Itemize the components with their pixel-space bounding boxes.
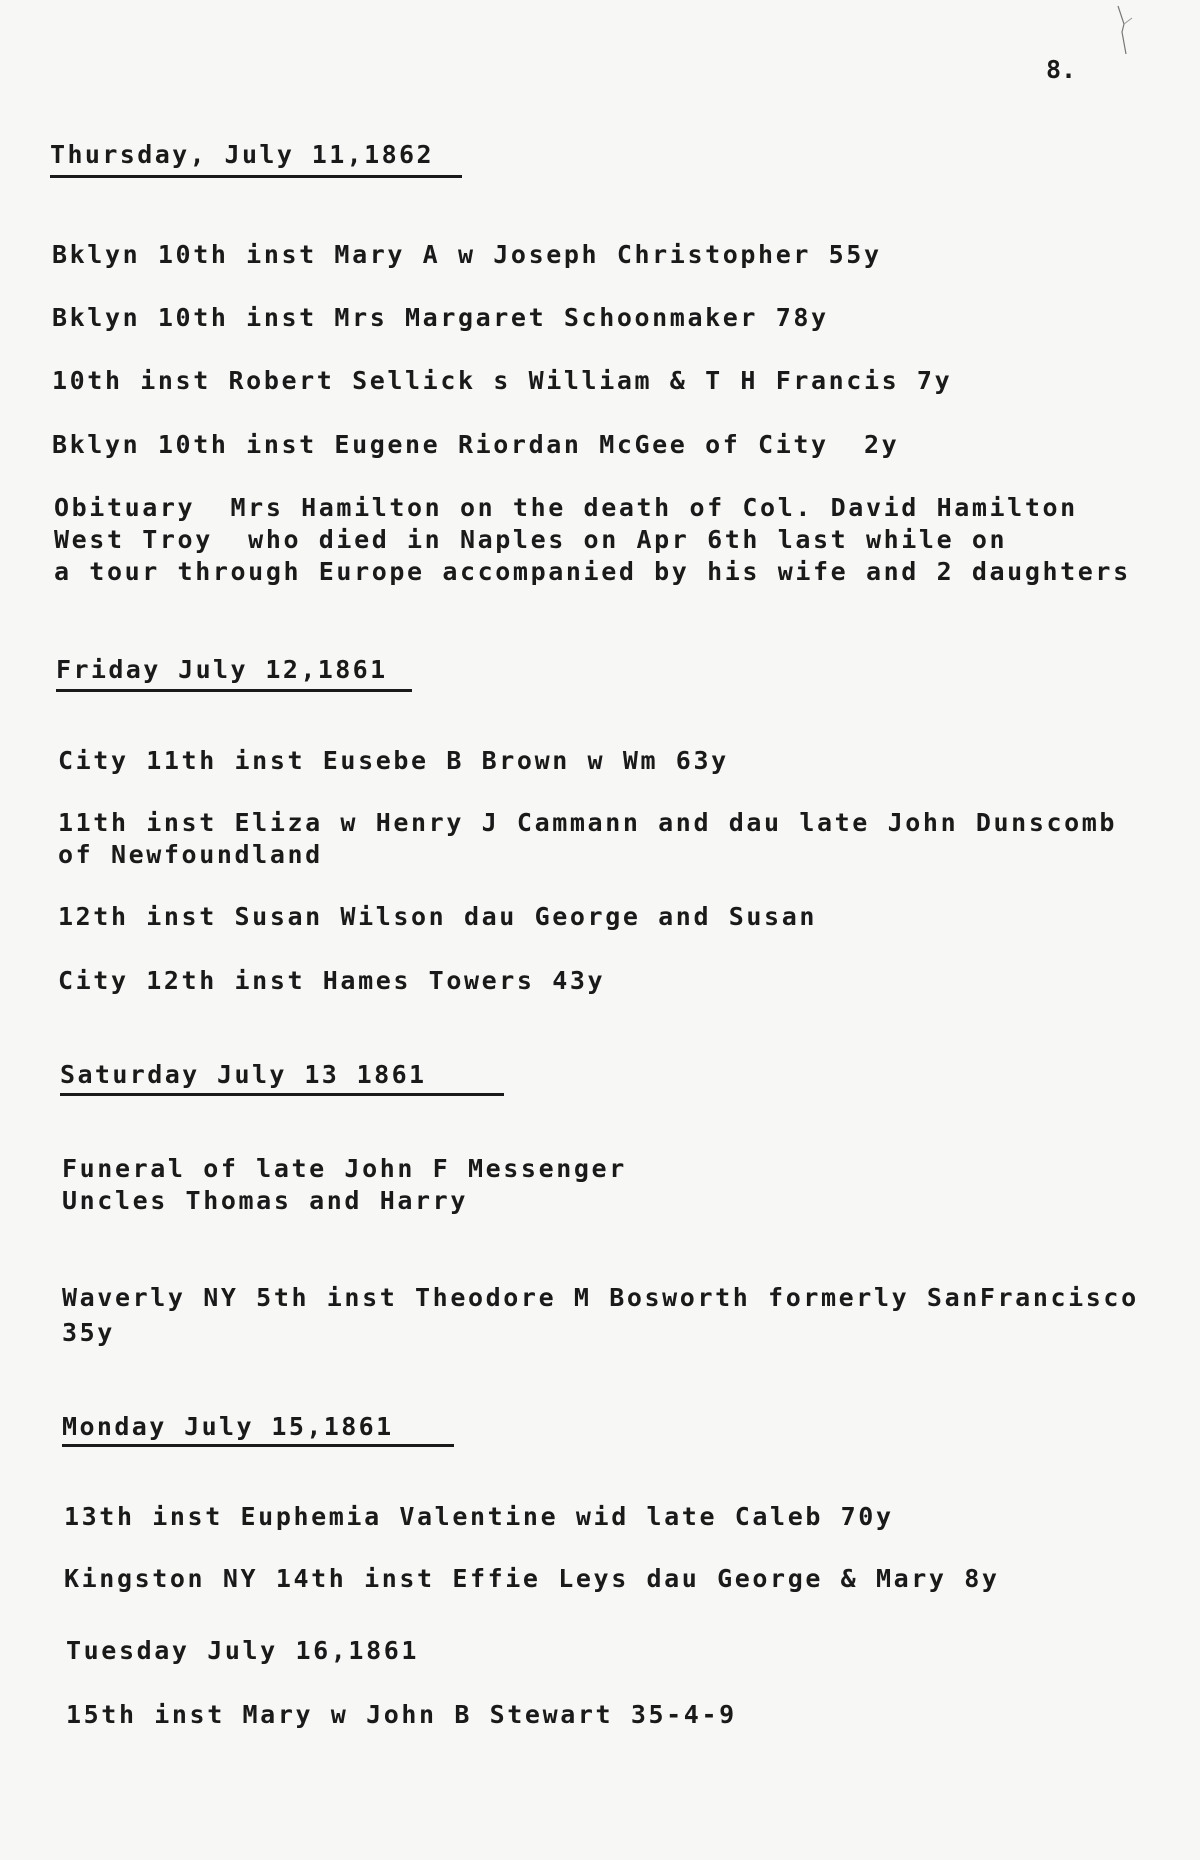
entry-line: Tuesday July 16,1861	[66, 1636, 420, 1665]
entry-line: West Troy who died in Naples on Apr 6th last while on	[54, 525, 1008, 554]
entry-line: Funeral of late John F Messenger	[62, 1154, 627, 1183]
section-heading: Saturday July 13 1861	[60, 1060, 427, 1089]
entry-line: Bklyn 10th inst Eugene Riordan McGee of City 2y	[52, 430, 900, 459]
entry-line: Bklyn 10th inst Mary A w Joseph Christopher 55y	[52, 240, 882, 269]
entry-line: Kingston NY 14th inst Effie Leys dau George & Mary 8y	[64, 1564, 1000, 1593]
section-heading: Thursday, July 11,1862	[50, 140, 434, 169]
entry-line: 35y	[62, 1318, 115, 1347]
heading-underline	[56, 689, 412, 692]
entry-line: 11th inst Eliza w Henry J Cammann and dau late John Dunscomb	[58, 808, 1118, 837]
entry-line: Uncles Thomas and Harry	[62, 1186, 468, 1215]
section-heading: Friday July 12,1861	[56, 655, 388, 684]
entry-line: of Newfoundland	[58, 840, 323, 869]
entry-line: City 11th inst Eusebe B Brown w Wm 63y	[58, 746, 729, 775]
entry-line: 13th inst Euphemia Valentine wid late Caleb 70y	[64, 1502, 894, 1531]
page-number: 8.	[1046, 55, 1077, 84]
entry-line: a tour through Europe accompanied by his wife and 2 daughters	[54, 557, 1131, 586]
heading-underline	[50, 175, 462, 178]
heading-underline	[62, 1444, 454, 1447]
entry-line: Waverly NY 5th inst Theodore M Bosworth formerly SanFrancisco	[62, 1283, 1139, 1312]
entry-line: 15th inst Mary w John B Stewart 35-4-9	[66, 1700, 737, 1729]
entry-line: Obituary Mrs Hamilton on the death of Col. David Hamilton	[54, 493, 1078, 522]
entry-line: City 12th inst Hames Towers 43y	[58, 966, 606, 995]
entry-line: 12th inst Susan Wilson dau George and Susan	[58, 902, 818, 931]
section-heading: Monday July 15,1861	[62, 1412, 394, 1441]
entry-line: 10th inst Robert Sellick s William & T H Francis 7y	[52, 366, 953, 395]
entry-line: Bklyn 10th inst Mrs Margaret Schoonmaker 78y	[52, 303, 829, 332]
corner-scratch-mark	[1110, 2, 1140, 62]
heading-underline	[60, 1093, 504, 1096]
